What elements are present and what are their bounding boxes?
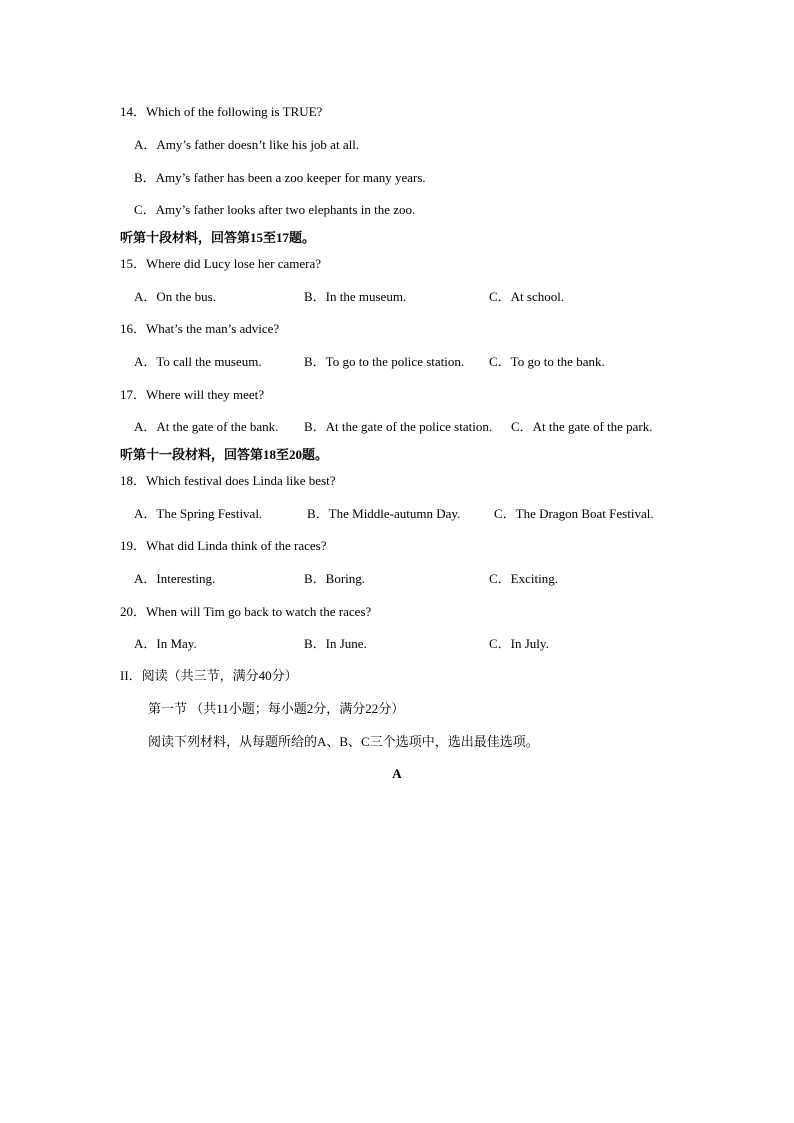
question-16-stem: 16．What’s the man’s advice?	[120, 321, 280, 336]
question-17-option-b: B．At the gate of the police station.	[304, 419, 493, 434]
question-17-stem: 17．Where will they meet?	[120, 387, 265, 402]
question-16-option-a: A．To call the museum.	[134, 354, 262, 369]
question-18-option-b: B．The Middle-autumn Day.	[307, 506, 461, 521]
question-18-option-c: C．The Dragon Boat Festival.	[494, 506, 654, 521]
question-14-option-b: B．Amy’s father has been a zoo keeper for many years.	[134, 170, 426, 185]
question-20-stem: 20．When will Tim go back to watch the races?	[120, 604, 372, 619]
question-14-option-c: C．Amy’s father looks after two elephants in the zoo.	[134, 202, 416, 217]
part-2-title: II．阅读（共三节，满分40分）	[120, 668, 298, 683]
question-17-option-a: A．At the gate of the bank.	[134, 419, 279, 434]
question-15-stem: 15．Where did Lucy lose her camera?	[120, 256, 322, 271]
question-17-option-c: C．At the gate of the park.	[511, 419, 653, 434]
question-19-option-a: A．Interesting.	[134, 571, 216, 586]
question-15-option-a: A．On the bus.	[134, 289, 216, 304]
question-15-option-b: B．In the museum.	[304, 289, 407, 304]
question-14-stem: 14．Which of the following is TRUE?	[120, 104, 323, 119]
part-2-subsection: 第一节 （共11小题；每小题2分，满分22分）	[148, 701, 405, 716]
part-2-instruction: 阅读下列材料，从每题所给的A、B、C三个选项中，选出最佳选项。	[148, 734, 539, 749]
passage-label: A	[392, 766, 402, 781]
question-19-stem: 19．What did Linda think of the races?	[120, 538, 327, 553]
question-20-option-c: C．In July.	[489, 636, 549, 651]
question-19-option-c: C．Exciting.	[489, 571, 558, 586]
section-11-heading: 听第十一段材料，回答第18至20题。	[120, 447, 329, 462]
question-14-option-a: A．Amy’s father doesn’t like his job at all.	[134, 137, 360, 152]
section-10-heading: 听第十段材料，回答第15至17题。	[120, 230, 316, 245]
question-20-option-a: A．In May.	[134, 636, 197, 651]
question-18-stem: 18．Which festival does Linda like best?	[120, 473, 336, 488]
question-20-option-b: B．In June.	[304, 636, 367, 651]
question-19-option-b: B．Boring.	[304, 571, 366, 586]
question-16-option-c: C．To go to the bank.	[489, 354, 605, 369]
question-18-option-a: A．The Spring Festival.	[134, 506, 263, 521]
question-15-option-c: C．At school.	[489, 289, 565, 304]
question-16-option-b: B．To go to the police station.	[304, 354, 465, 369]
